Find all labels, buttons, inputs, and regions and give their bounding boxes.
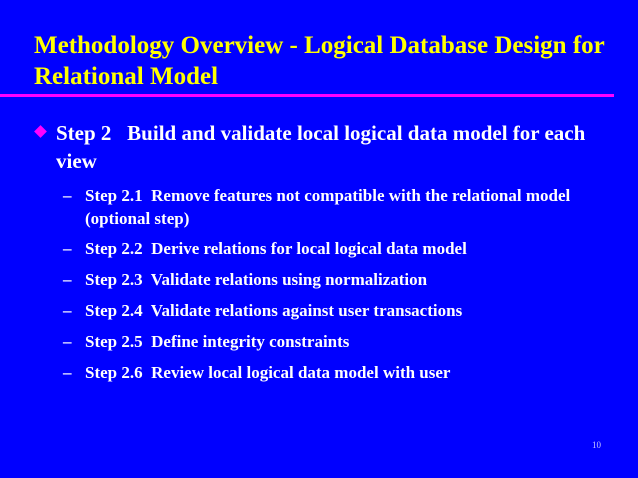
sub-bullet-text: Step 2.2 Derive relations for local logical data model (85, 239, 467, 258)
sub-bullet-text: Step 2.3 Validate relations using normalization (85, 270, 428, 289)
sub-bullet-text: Step 2.5 Define integrity constraints (85, 332, 350, 351)
dash-marker: – (63, 186, 72, 205)
dash-marker: – (63, 363, 72, 382)
dash-marker: – (63, 301, 72, 320)
dash-marker: – (63, 270, 72, 289)
slide-title: Methodology Overview - Logical Database Design for Relational Model (34, 32, 605, 90)
sub-bullet-text: Step 2.6 Review local logical data model with user (85, 363, 451, 382)
sub-bullet-text: Step 2.4 Validate relations against user transactions (85, 301, 463, 320)
dash-marker: – (63, 332, 72, 351)
main-bullet-text: Step 2 Build and validate local logical data model for each view (56, 121, 591, 173)
dash-marker: – (63, 239, 72, 258)
sub-bullet-text: Step 2.1 Remove features not compatible with the relational model (optional step) (85, 186, 575, 228)
page-number: 10 (592, 440, 601, 450)
diamond-bullet-icon (34, 125, 47, 138)
title-divider (0, 94, 614, 97)
